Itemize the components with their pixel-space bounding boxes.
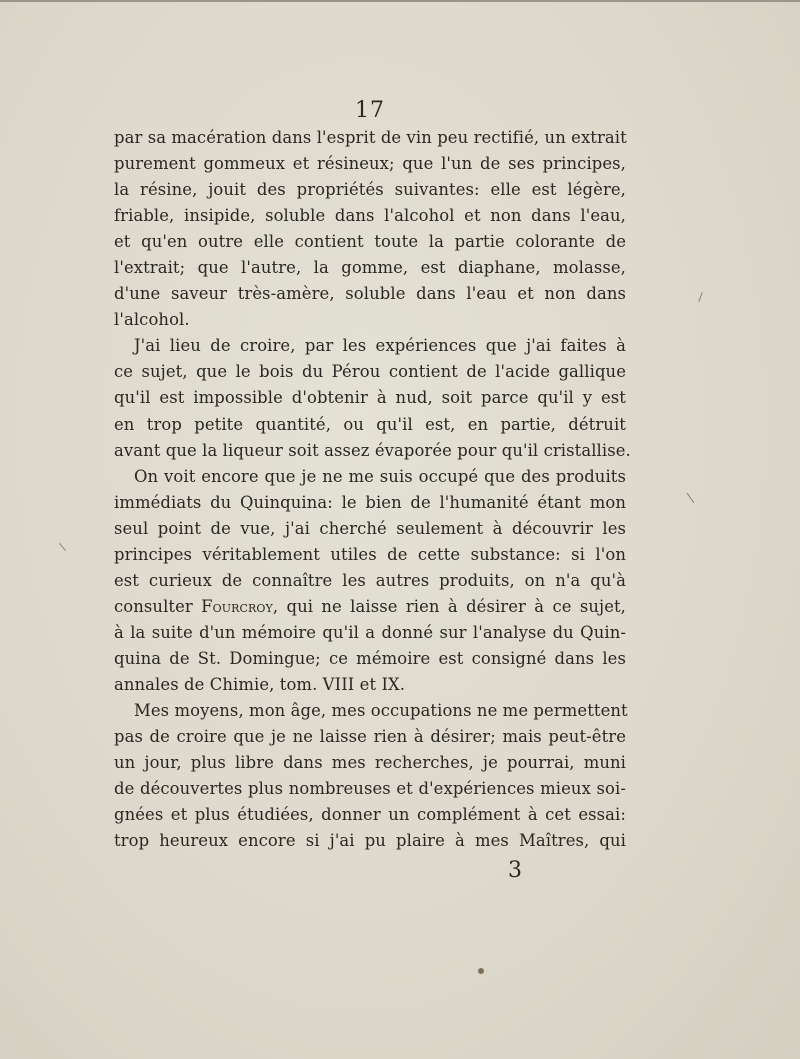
- text-line: à la suite d'un mémoire qu'il a donné sur l'analyse du Quin-: [114, 622, 626, 642]
- text-line-with-author: [114, 594, 626, 620]
- author-name: Fourcroy: [201, 596, 273, 616]
- text-line: trop heureux encore si j'ai pu plaire à mes Maîtres, qui: [114, 831, 626, 851]
- paragraph-3: [114, 464, 626, 698]
- text-line: qu'il est impossible d'obtenir à nud, soit parce qu'il y est: [114, 388, 626, 408]
- text-line: ce sujet, que le bois du Pérou contient de l'acide gallique: [114, 362, 626, 382]
- paragraph-1: [114, 125, 626, 333]
- paper-speck: [478, 968, 484, 974]
- text-line: principes véritablement utiles de cette substance: si l'on: [114, 544, 626, 564]
- text-line: l'extrait; que l'autre, la gomme, est diaphane, molasse,: [114, 258, 626, 278]
- text-line: de découvertes plus nombreuses et d'expériences mieux soi-: [114, 779, 626, 799]
- text-line: quina de St. Domingue; ce mémoire est consigné dans les: [114, 648, 626, 668]
- text-line: d'une saveur très-amère, soluble dans l'eau et non dans: [114, 284, 626, 304]
- text-fragment: , qui ne laisse rien à désirer à ce sujet,: [272, 596, 626, 616]
- signature-mark: 3: [508, 858, 522, 883]
- text-line: gnées et plus étudiées, donner un complément à cet essai:: [114, 805, 626, 825]
- text-line: friable, insipide, soluble dans l'alcohol et non dans l'eau,: [114, 206, 626, 226]
- paper-mark: [698, 292, 702, 302]
- paper-mark: [687, 493, 695, 503]
- text-line: par sa macération dans l'esprit de vin peu rectifié, un extrait: [114, 128, 627, 147]
- text-line: purement gommeux et résineux; que l'un de ses principes,: [114, 154, 626, 174]
- text-line: un jour, plus libre dans mes recherches, je pourrai, muni: [114, 753, 626, 773]
- text-line: J'ai lieu de croire, par les expériences que j'ai faites à: [134, 336, 626, 356]
- page-number: 17: [355, 98, 385, 123]
- text-line: en trop petite quantité, ou qu'il est, en partie, détruit: [114, 414, 626, 434]
- paper-mark: [59, 543, 66, 551]
- paragraph-2: [114, 333, 631, 463]
- text-line: annales de Chimie, tom. VIII et IX.: [114, 674, 406, 694]
- text-line: l'alcohol.: [114, 310, 190, 330]
- text-line: et qu'en outre elle contient toute la partie colorante de: [114, 232, 626, 252]
- text-line: seul point de vue, j'ai cherché seulement à découvrir les: [114, 518, 626, 538]
- text-line: On voit encore que je ne me suis occupé que des produits: [134, 466, 626, 486]
- paragraph-4: [114, 698, 626, 854]
- text-line: est curieux de connaître les autres produits, on n'a qu'à: [114, 570, 626, 590]
- text-fragment: consulter: [114, 596, 202, 616]
- text-line: Mes moyens, mon âge, mes occupations ne me permettent: [134, 701, 628, 721]
- text-line: avant que la liqueur soit assez évaporée pour qu'il cristallise.: [114, 440, 631, 460]
- text-line: pas de croire que je ne laisse rien à désirer; mais peut-être: [114, 727, 626, 747]
- body-text: [114, 125, 631, 854]
- text-line: immédiats du Quinquina: le bien de l'humanité étant mon: [114, 492, 626, 512]
- text-line: la résine, jouit des propriétés suivantes: elle est légère,: [114, 180, 626, 200]
